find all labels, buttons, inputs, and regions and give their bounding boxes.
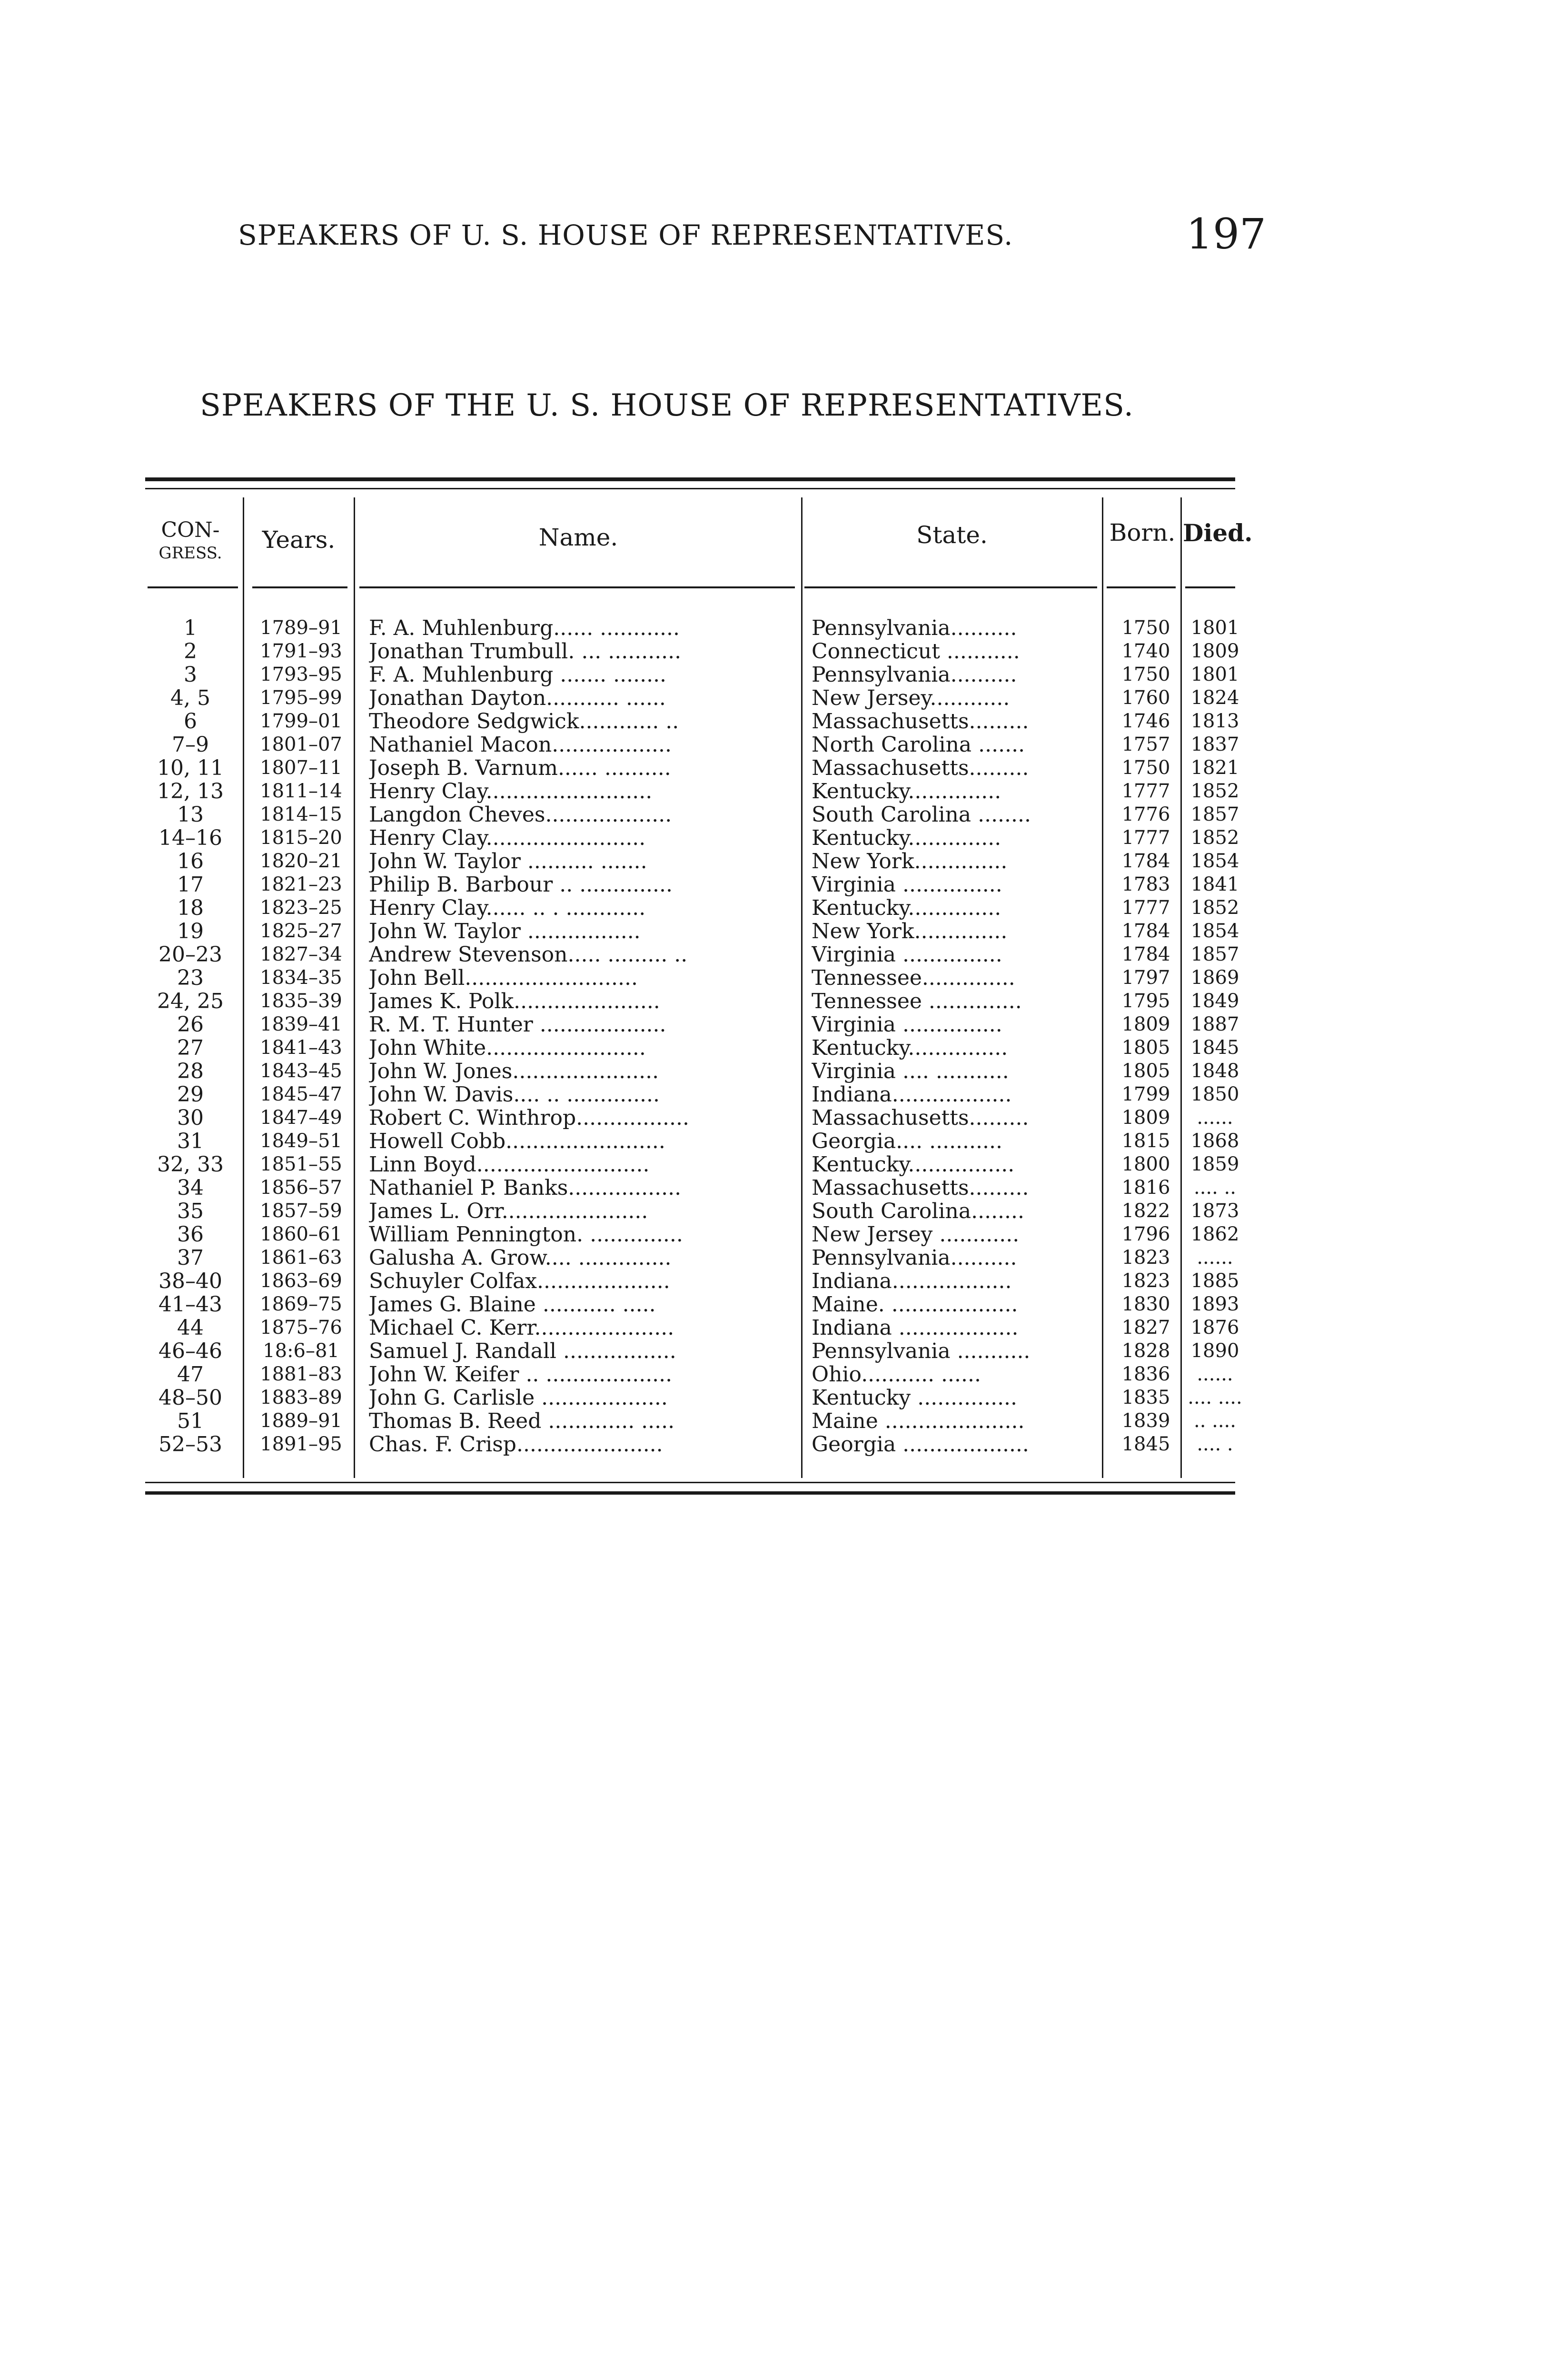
cell-born: 1784 [1121,920,1170,942]
cell-born: 1795 [1121,990,1170,1012]
cell-name: F. A. Muhlenburg ....... ........ [369,663,667,686]
table-row [143,1316,1238,1339]
cell-name: Theodore Sedgwick............ .. [369,710,679,733]
cell-name: John White........................ [369,1036,646,1060]
cell-born: 1777 [1121,780,1170,802]
cell-name: James G. Blaine ........... ..... [369,1293,656,1316]
cell-name: Samuel J. Randall ................. [369,1339,676,1363]
cell-died: 1887 [1190,1013,1239,1035]
cell-congress: 6 [184,710,197,733]
table-row [143,1106,1238,1130]
cell-state: Virginia ............... [812,943,1002,966]
cell-died: 1876 [1190,1317,1239,1339]
table-row [143,1060,1238,1083]
cell-born: 1828 [1121,1340,1170,1362]
top-thick-rule [145,477,1235,481]
cell-born: 1836 [1121,1363,1170,1385]
cell-name: John Bell.......................... [369,966,638,990]
cell-years: 1793–95 [260,664,342,685]
cell-name: Langdon Cheves................... [369,803,672,826]
cell-state: North Carolina ....... [812,733,1025,756]
cell-name: Thomas B. Reed ............. ..... [369,1409,675,1433]
cell-born: 1777 [1121,827,1170,849]
cell-name: Schuyler Colfax.................... [369,1269,670,1293]
cell-years: 1799–01 [260,710,342,732]
cell-name: James K. Polk...................... [369,990,660,1013]
cell-years: 1875–76 [260,1317,342,1339]
cell-state: Kentucky.............. [812,780,1001,803]
cell-name: Nathaniel P. Banks................. [369,1176,682,1200]
cell-years: 1835–39 [260,990,342,1012]
table-row [143,1386,1242,1409]
cell-name: William Pennington. .............. [369,1223,683,1246]
cell-years: 1834–35 [260,967,342,989]
cell-years: 1856–57 [260,1177,342,1199]
cell-born: 1799 [1121,1083,1170,1105]
cell-died: 1854 [1190,920,1239,942]
table-row [143,1246,1238,1269]
header-name: Name. [538,524,618,551]
cell-state: Massachusetts......... [812,710,1029,733]
cell-state: Indiana .................. [812,1316,1019,1339]
cell-born: 1750 [1121,757,1170,779]
table-row [143,896,1238,920]
cell-years: 1821–23 [260,873,342,895]
header-underline [1107,586,1176,588]
table-row [143,1130,1238,1153]
cell-name: John W. Davis.... .. .............. [369,1083,660,1106]
table-row [143,1293,1238,1316]
cell-congress: 1 [184,616,197,640]
table-row [143,733,1238,756]
cell-born: 1800 [1121,1153,1170,1175]
cell-name: Andrew Stevenson..... ......... .. [369,943,688,966]
cell-born: 1784 [1121,943,1170,965]
cell-name: Howell Cobb........................ [369,1130,665,1153]
cell-born: 1809 [1121,1013,1170,1035]
cell-died: 1890 [1190,1340,1239,1362]
cell-congress: 38–40 [159,1269,222,1293]
cell-name: Chas. F. Crisp...................... [369,1433,663,1456]
cell-born: 1815 [1121,1130,1170,1152]
cell-congress: 36 [177,1223,204,1246]
cell-state: Indiana.................. [812,1083,1012,1106]
table-row [143,686,1238,710]
cell-name: Michael C. Kerr..................... [369,1316,674,1339]
cell-state: Kentucky.............. [812,896,1001,920]
cell-years: 1820–21 [260,850,342,872]
header-congress-line1: CON- [161,518,220,542]
cell-died: .. .... [1193,1410,1236,1432]
table-row [143,1036,1238,1060]
cell-congress: 31 [177,1130,204,1153]
cell-died: ...... [1197,1247,1233,1269]
cell-years: 1869–75 [260,1293,342,1315]
cell-congress: 17 [177,873,204,896]
cell-born: 1823 [1121,1247,1170,1269]
cell-congress: 23 [177,966,204,990]
cell-born: 1827 [1121,1317,1170,1339]
cell-years: 1861–63 [260,1247,342,1269]
cell-died: 1809 [1190,640,1239,662]
cell-died: 1850 [1190,1083,1239,1105]
table-row [143,1269,1238,1293]
running-title: SPEAKERS OF U. S. HOUSE OF REPRESENTATIVES. [238,219,1013,251]
cell-died: 1849 [1190,990,1239,1012]
cell-born: 1845 [1121,1433,1170,1455]
cell-born: 1777 [1121,897,1170,919]
cell-years: 1843–45 [260,1060,342,1082]
cell-died: 1848 [1190,1060,1239,1082]
speakers-table-body [143,616,1242,1456]
cell-years: 1839–41 [260,1013,342,1035]
cell-years: 1841–43 [260,1037,342,1059]
cell-died: 1852 [1190,897,1239,919]
cell-name: John G. Carlisle ................... [369,1386,668,1409]
cell-died: 1873 [1190,1200,1239,1222]
cell-congress: 19 [177,920,204,943]
cell-congress: 14–16 [159,826,222,850]
cell-born: 1750 [1121,617,1170,639]
table-title: SPEAKERS OF THE U. S. HOUSE OF REPRESENTATIVES. [200,388,1134,423]
cell-congress: 48–50 [159,1386,222,1409]
cell-congress: 16 [177,850,204,873]
bottom-thick-rule [145,1491,1235,1495]
cell-years: 1815–20 [260,827,342,849]
cell-name: Henry Clay........................ [369,826,646,850]
header-underline [359,586,795,588]
cell-congress: 44 [177,1316,204,1339]
cell-state: Massachusetts......... [812,1176,1029,1200]
header-years: Years. [262,526,336,554]
cell-name: James L. Orr...................... [369,1200,648,1223]
table-row [143,710,1238,733]
cell-state: New Jersey ............ [812,1223,1020,1246]
table-row [143,1083,1238,1106]
cell-years: 1791–93 [260,640,342,662]
cell-years: 1881–83 [260,1363,342,1385]
cell-name: F. A. Muhlenburg...... ............ [369,616,680,640]
cell-died: 1821 [1190,757,1239,779]
cell-died: 1857 [1190,943,1239,965]
bottom-thin-rule [145,1482,1235,1483]
cell-years: 18:6–81 [263,1340,339,1362]
cell-congress: 52–53 [159,1433,222,1456]
cell-congress: 47 [177,1363,204,1386]
cell-state: Ohio........... ...... [812,1363,981,1386]
cell-congress: 2 [184,640,197,663]
cell-died: 1854 [1190,850,1239,872]
cell-born: 1746 [1121,710,1170,732]
cell-born: 1816 [1121,1177,1170,1199]
cell-years: 1823–25 [260,897,342,919]
cell-name: Joseph B. Varnum...... .......... [369,756,671,780]
cell-state: Virginia .... ........... [812,1060,1009,1083]
cell-congress: 30 [177,1106,204,1130]
table-row [143,943,1238,966]
table-row [143,756,1238,780]
header-died: Died. [1183,519,1253,547]
cell-years: 1857–59 [260,1200,342,1222]
cell-state: Pennsylvania.......... [812,663,1017,686]
cell-state: Pennsylvania.......... [812,616,1017,640]
cell-years: 1825–27 [260,920,342,942]
cell-name: Linn Boyd.......................... [369,1153,650,1176]
cell-years: 1847–49 [260,1107,342,1129]
cell-congress: 26 [177,1013,204,1036]
cell-born: 1835 [1121,1387,1170,1408]
cell-congress: 46–46 [159,1339,222,1363]
cell-state: Maine ..................... [812,1409,1025,1433]
cell-state: Indiana.................. [812,1269,1012,1293]
cell-state: Maine. ................... [812,1293,1018,1316]
cell-state: Pennsylvania ........... [812,1339,1031,1363]
cell-congress: 32, 33 [157,1153,224,1176]
cell-state: New York.............. [812,920,1008,943]
cell-died: 1885 [1190,1270,1239,1292]
cell-congress: 34 [177,1176,204,1200]
cell-years: 1789–91 [260,617,342,639]
table-row [143,803,1238,826]
cell-state: Connecticut ........... [812,640,1020,663]
cell-name: Philip B. Barbour .. .............. [369,873,673,896]
cell-congress: 3 [184,663,197,686]
cell-name: Robert C. Winthrop................. [369,1106,689,1130]
cell-congress: 28 [177,1060,204,1083]
cell-born: 1797 [1121,967,1170,989]
header-congress [143,519,238,565]
cell-congress: 10, 11 [157,756,224,780]
cell-died: 1869 [1190,967,1239,989]
cell-state: Tennessee.............. [812,966,1015,990]
cell-born: 1830 [1121,1293,1170,1315]
cell-born: 1809 [1121,1107,1170,1129]
cell-died: 1801 [1190,617,1239,639]
cell-born: 1805 [1121,1060,1170,1082]
cell-state: Tennessee .............. [812,990,1022,1013]
cell-state: Virginia ............... [812,873,1002,896]
cell-state: Pennsylvania.......... [812,1246,1017,1269]
cell-years: 1863–69 [260,1270,342,1292]
cell-born: 1760 [1121,687,1170,709]
cell-born: 1805 [1121,1037,1170,1059]
cell-born: 1823 [1121,1270,1170,1292]
cell-born: 1784 [1121,850,1170,872]
cell-born: 1776 [1121,803,1170,825]
cell-name: John W. Keifer .. ................... [369,1363,673,1386]
cell-congress: 37 [177,1246,204,1269]
cell-congress: 4, 5 [170,686,210,710]
cell-congress: 51 [177,1409,204,1433]
cell-state: Georgia.... ........... [812,1130,1002,1153]
cell-name: Henry Clay...... .. . ............ [369,896,646,920]
cell-congress: 24, 25 [157,990,224,1013]
cell-state: Massachusetts......... [812,756,1029,780]
table-row [143,1153,1238,1176]
table-row [143,1433,1238,1456]
header-born: Born. [1109,519,1176,546]
header-underline [148,586,238,588]
table-row [143,1013,1238,1036]
cell-born: 1783 [1121,873,1170,895]
cell-died: 1862 [1190,1223,1239,1245]
table-row [143,990,1238,1013]
cell-born: 1757 [1121,734,1170,755]
top-thin-rule [145,488,1235,489]
cell-died: 1859 [1190,1153,1239,1175]
cell-died: 1852 [1190,827,1239,849]
table-row [143,1363,1238,1386]
cell-years: 1807–11 [260,757,342,779]
cell-born: 1750 [1121,664,1170,685]
table-row [143,616,1238,640]
cell-congress: 41–43 [159,1293,222,1316]
header-state: State. [916,521,988,549]
cell-died: .... .... [1188,1387,1242,1408]
cell-died: .... . [1197,1433,1233,1455]
cell-name: John W. Jones...................... [369,1060,659,1083]
table-row [143,1223,1238,1246]
cell-state: Kentucky................ [812,1153,1015,1176]
cell-name: Nathaniel Macon.................. [369,733,672,756]
header-congress-line2: GRESS. [159,544,222,563]
table-row [143,640,1238,663]
cell-died: ...... [1197,1107,1233,1129]
cell-state: New Jersey............ [812,686,1010,710]
cell-born: 1796 [1121,1223,1170,1245]
cell-years: 1860–61 [260,1223,342,1245]
cell-name: Henry Clay......................... [369,780,653,803]
cell-name: R. M. T. Hunter ................... [369,1013,666,1036]
cell-congress: 27 [177,1036,204,1060]
table-row [143,826,1238,850]
cell-born: 1822 [1121,1200,1170,1222]
running-head [238,209,1266,262]
cell-name: John W. Taylor .......... ....... [369,850,647,873]
page-number: 197 [1186,209,1266,258]
cell-congress: 20–23 [159,943,222,966]
cell-years: 1801–07 [260,734,342,755]
cell-congress: 35 [177,1200,204,1223]
cell-congress: 12, 13 [157,780,224,803]
table-row [143,663,1238,686]
cell-born: 1740 [1121,640,1170,662]
table-row [143,873,1238,896]
cell-died: 1868 [1190,1130,1239,1152]
cell-state: Kentucky.............. [812,826,1001,850]
cell-congress: 13 [177,803,204,826]
cell-died: 1824 [1190,687,1239,709]
table-row [143,1176,1238,1200]
cell-years: 1811–14 [260,780,342,802]
cell-died: ...... [1197,1363,1233,1385]
cell-state: Georgia ................... [812,1433,1029,1456]
cell-congress: 18 [177,896,204,920]
cell-died: 1813 [1190,710,1239,732]
cell-years: 1845–47 [260,1083,342,1105]
header-underline [804,586,1097,588]
cell-years: 1889–91 [260,1410,342,1432]
cell-died: 1801 [1190,664,1239,685]
cell-name: Jonathan Dayton........... ...... [369,686,666,710]
table-row [143,1409,1238,1433]
cell-died: 1857 [1190,803,1239,825]
table-row [143,1339,1238,1363]
table-row [143,966,1238,990]
cell-died: 1852 [1190,780,1239,802]
cell-died: 1893 [1190,1293,1239,1315]
cell-years: 1827–34 [260,943,342,965]
cell-years: 1851–55 [260,1153,342,1175]
cell-congress: 7–9 [172,733,209,756]
cell-state: New York.............. [812,850,1008,873]
cell-years: 1795–99 [260,687,342,709]
cell-years: 1891–95 [260,1433,342,1455]
cell-name: Jonathan Trumbull. ... ........... [369,640,682,663]
cell-died: .... .. [1193,1177,1236,1199]
cell-congress: 29 [177,1083,204,1106]
table-row [143,850,1238,873]
cell-years: 1849–51 [260,1130,342,1152]
header-underline [252,586,347,588]
cell-died: 1845 [1190,1037,1239,1059]
cell-state: South Carolina ........ [812,803,1031,826]
header-underline [1185,586,1235,588]
cell-state: Kentucky............... [812,1036,1008,1060]
table-row [143,920,1238,943]
cell-died: 1841 [1190,873,1239,895]
cell-state: South Carolina........ [812,1200,1025,1223]
cell-died: 1837 [1190,734,1239,755]
cell-state: Kentucky ............... [812,1386,1018,1409]
table-row [143,1200,1238,1223]
cell-state: Virginia ............... [812,1013,1002,1036]
cell-born: 1839 [1121,1410,1170,1432]
cell-name: Galusha A. Grow.... .............. [369,1246,672,1269]
cell-name: John W. Taylor ................. [369,920,641,943]
cell-years: 1883–89 [260,1387,342,1408]
table-row [143,780,1238,803]
cell-state: Massachusetts......... [812,1106,1029,1130]
cell-years: 1814–15 [260,803,342,825]
